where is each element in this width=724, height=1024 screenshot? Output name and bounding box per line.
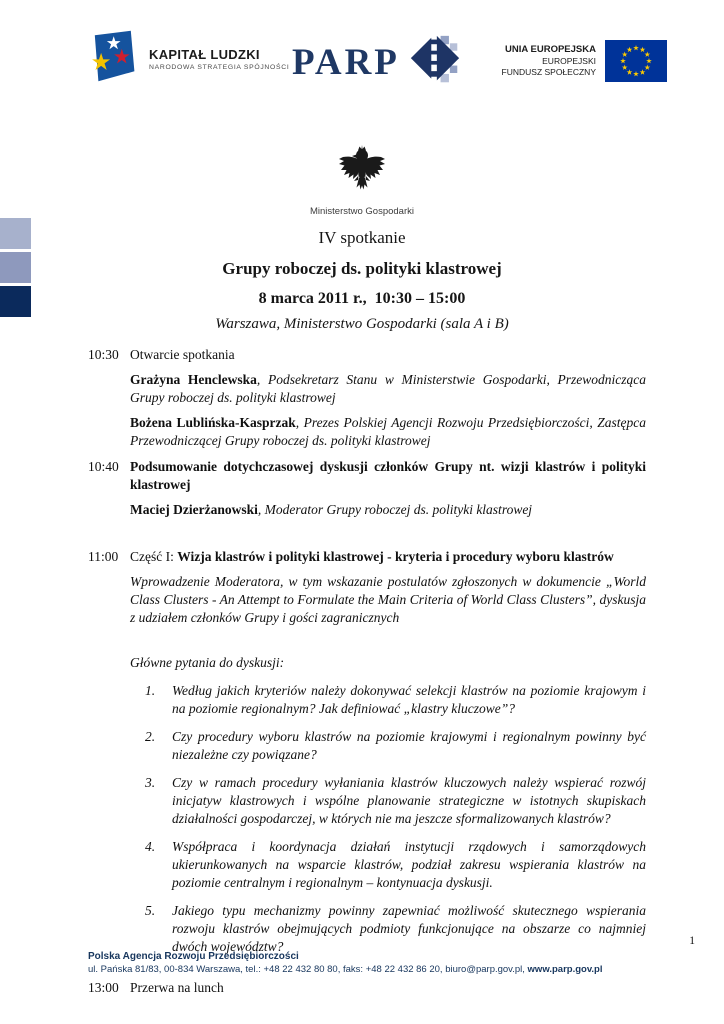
- question-item: [145, 774, 646, 828]
- question-text: Czy w ramach procedury wyłaniania klastrów kluczowych należy wspierać rozwój inicjatyw klastrowych i wspólne planowanie strategiczne w istotnych skupiskach działalności gospodarczej, w których nie ma jeszcze sformalizowanych klastrów?: [172, 775, 646, 826]
- meeting-number-title: IV spotkanie: [318, 228, 406, 247]
- polish-eagle-icon: [337, 183, 387, 200]
- footer-address: ul. Pańska 81/83, 00-834 Warszawa, tel.: +48 22 432 80 80, faks: +48 22 432 86 20, biuro@parp.gov.pl,: [88, 964, 528, 975]
- agenda-item-1040: [88, 458, 646, 519]
- parp-wordmark: PARP: [292, 42, 400, 83]
- footer-address-line: [88, 964, 603, 975]
- kapital-ludzki-title: KAPITAŁ LUDZKI: [149, 46, 260, 62]
- agenda-item-1030: [88, 346, 646, 450]
- speaker-role: , Prezes Polskiej Agencji Rozwoju Przedsiębiorczości, Zastępca Przewodniczącej Grupy roboczej ds. polityki klastrowej: [130, 415, 647, 448]
- agenda-body: [130, 979, 646, 997]
- group-title: Grupy roboczej ds. polityki klastrowej: [222, 259, 502, 278]
- agenda-item-1300: [88, 979, 646, 997]
- agenda-title: Podsumowanie dotychczasowej dyskusji członków Grupy nt. wizji klastrów i polityki klastrowej: [130, 459, 646, 492]
- question-item: [145, 838, 646, 892]
- speaker-role: , Moderator Grupy roboczej ds. polityki klastrowej: [257, 502, 533, 517]
- agenda-time: 13:00: [88, 980, 119, 995]
- agenda-body: [130, 346, 646, 450]
- agenda: [88, 346, 646, 997]
- agenda-item-1100: [88, 548, 646, 627]
- kapital-ludzki-subtitle: NARODOWA STRATEGIA SPÓJNOŚCI: [149, 63, 290, 71]
- speaker-line: [130, 501, 646, 519]
- question-text: Współpraca i koordynacja działań instytucji rządowych i samorządowych ukierunkowanych na wsparcie klastrów, podział zakresu wspierania klastrów na poziomie centralnym i regionalnym – kontynuacja dyskusji.: [172, 839, 646, 890]
- footer-organization: Polska Agencja Rozwoju Przedsiębiorczości: [88, 951, 299, 962]
- eu-text: [502, 44, 596, 77]
- question-number: 1.: [145, 683, 156, 698]
- speaker-name: Grażyna Henclewska: [130, 372, 257, 387]
- question-number: 4.: [145, 839, 156, 854]
- agenda-description: Wprowadzenie Moderatora, w tym wskazanie postulatów zgłoszonych w dokumencie „World Class Clusters - An Attempt to Formulate the Main Criteria of World Class Clusters”, dyskusja z udziałem członków Grupy i gości zagranicznych: [130, 574, 646, 625]
- kapital-ludzki-logo: [84, 28, 289, 89]
- agenda-title: [130, 548, 646, 566]
- agenda-body: [130, 548, 646, 627]
- eu-line3: FUNDUSZ SPOŁECZNY: [501, 67, 596, 77]
- meeting-location: Warszawa, Ministerstwo Gospodarki (sala A i B): [215, 316, 509, 332]
- agenda-body: [130, 458, 646, 519]
- speaker-name: Maciej Dzierżanowski: [130, 502, 258, 517]
- meeting-datetime: 8 marca 2011 r., 10:30 – 15:00: [258, 290, 466, 307]
- ministry-emblem-block: [0, 144, 724, 217]
- footer: [88, 951, 603, 975]
- page-number: 1: [689, 935, 695, 947]
- speaker-role: , Podsekretarz Stanu w Ministerstwie Gospodarki, Przewodnicząca Grupy roboczej ds. polityki klastrowej: [130, 372, 646, 405]
- question-item: [145, 682, 646, 718]
- agenda-time: 10:40: [88, 459, 119, 474]
- question-item: [145, 728, 646, 764]
- speaker-line: [130, 371, 646, 407]
- question-text: Według jakich kryteriów należy dokonywać selekcji klastrów na poziomie krajowym i na poziomie regionalnym? Jak definiować „klastry kluczowe”?: [172, 683, 646, 716]
- questions-intro: Główne pytania do dyskusji:: [130, 655, 285, 670]
- question-text: Jakiego typu mechanizmy powinny zapewniać możliwość skutecznego wspierania rozwoju klastrów obejmujących podmioty funkcjonujące na obszarze co najmniej dwóch województw?: [172, 903, 646, 954]
- eu-line2: EUROPEJSKI: [542, 56, 596, 66]
- questions-list: [145, 682, 646, 956]
- kapital-ludzki-flag-icon: [84, 28, 138, 89]
- footer-website: www.parp.gov.pl: [527, 964, 603, 975]
- agenda-title: Przerwa na lunch: [130, 980, 224, 995]
- question-number: 5.: [145, 903, 156, 918]
- agenda-title-prefix: Część I:: [130, 549, 178, 564]
- parp-logo: [292, 34, 461, 91]
- question-text: Czy procedury wyboru klastrów na poziomie krajowymi i regionalnym powinny być niezależne czy powiązane?: [172, 729, 646, 762]
- agenda-title-main: Wizja klastrów i polityki klastrowej - kryteria i procedury wyboru klastrów: [177, 549, 614, 564]
- agenda-title: Otwarcie spotkania: [130, 347, 235, 362]
- speaker-name: Bożena Lublińska-Kasprzak: [130, 415, 296, 430]
- question-item: [145, 902, 646, 956]
- parp-diamond-icon: [409, 34, 461, 91]
- eu-logo: [502, 40, 667, 87]
- speaker-line: [130, 414, 646, 450]
- eu-line1: UNIA EUROPEJSKA: [505, 44, 596, 55]
- kapital-ludzki-text: [149, 47, 289, 71]
- question-number: 2.: [145, 729, 156, 744]
- question-number: 3.: [145, 775, 156, 790]
- agenda-time: 10:30: [88, 347, 119, 362]
- ministry-caption: Ministerstwo Gospodarki: [309, 206, 414, 217]
- eu-flag-icon: [605, 40, 667, 87]
- agenda-time: 11:00: [88, 549, 119, 564]
